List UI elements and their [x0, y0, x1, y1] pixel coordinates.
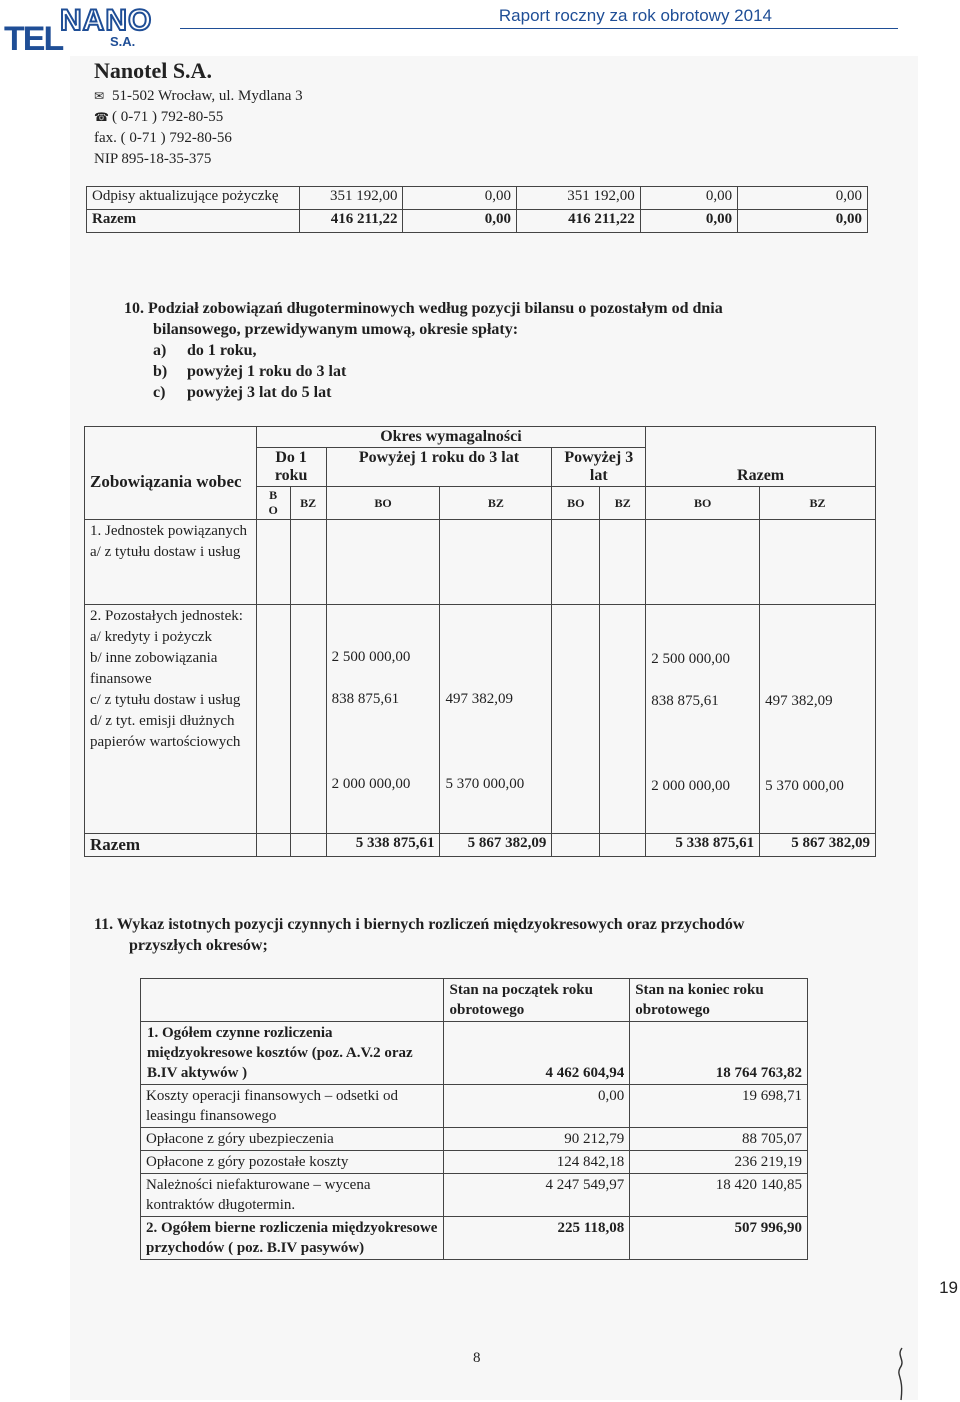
cell-value: 5 338 875,61 — [646, 834, 760, 857]
cell-value: 416 211,22 — [517, 210, 641, 233]
cell-value: 225 118,08 — [444, 1217, 630, 1260]
cell-value: 0,00 — [738, 210, 868, 233]
table-row — [141, 1217, 808, 1260]
row-label: Opłacone z góry ubezpieczenia — [141, 1128, 444, 1151]
col-header-do-1-roku: Do 1 roku — [256, 448, 326, 487]
header-divider — [180, 28, 898, 29]
cell-value: 0,00 — [640, 210, 737, 233]
row-label: Należności niefakturowane – wycena kontraktów długotermin. — [141, 1174, 444, 1217]
cell-value: 124 842,18 — [444, 1151, 630, 1174]
logo-tel-text: TEL — [4, 20, 63, 58]
row-label: 1. Ogółem czynne rozliczenia międzyokresowe kosztów (poz. A.V.2 oraz B.IV aktywów ) — [141, 1022, 444, 1085]
company-address-line: ✉ 51-502 Wrocław, ul. Mydlana 3 — [94, 86, 303, 107]
long-term-liabilities-table — [84, 426, 876, 857]
page-number: 19 — [939, 1278, 958, 1297]
logo-nano-text: NANO — [60, 4, 153, 37]
cell-value: 5 867 382,09 — [760, 834, 876, 857]
cell-value: 507 996,90 — [630, 1217, 808, 1260]
company-name: Nanotel S.A. — [94, 58, 212, 83]
table-row — [141, 1174, 808, 1217]
col-header-powyzej-3-lat: Powyżej 3 lat — [552, 448, 646, 487]
cell-value-column: 497 382,09 5 370 000,00 — [440, 605, 552, 834]
cell-value: 4 462 604,94 — [444, 1022, 630, 1085]
sub-header-bz: BZ — [600, 487, 646, 520]
empty-header-cell — [141, 979, 444, 1022]
total-header: Razem — [646, 427, 876, 487]
caption-cell: Zobowiązania wobec — [85, 427, 257, 520]
cell-value: 416 211,22 — [300, 210, 403, 233]
cell-value: 0,00 — [403, 210, 517, 233]
report-title: Raport roczny za rok obrotowy 2014 — [498, 6, 772, 25]
row-label: Razem — [85, 834, 257, 857]
section-heading-line: bilansowego, przewidywanym umową, okresie spłaty: — [153, 321, 519, 338]
table-row — [141, 1022, 808, 1085]
sub-header-bz: BZ — [290, 487, 326, 520]
row-label: 1. Jednostek powiązanych a/ z tytułu dostaw i usług — [85, 520, 257, 605]
col-header-start: Stan na początek roku obrotowego — [444, 979, 630, 1022]
table-header-row — [85, 427, 876, 448]
table-row-total — [85, 834, 876, 857]
cell-value: 90 212,79 — [444, 1128, 630, 1151]
cell-value: 18 420 140,85 — [630, 1174, 808, 1217]
section-heading-line: przyszłych okresów; — [129, 937, 268, 954]
cell-value: 18 764 763,82 — [630, 1022, 808, 1085]
section-11-heading — [94, 914, 854, 956]
accruals-table — [140, 978, 808, 1260]
section-10-heading — [124, 298, 824, 403]
cell-value: 0,00 — [640, 187, 737, 210]
col-header-1-3-lat: Powyżej 1 roku do 3 lat — [326, 448, 552, 487]
company-info — [94, 58, 303, 170]
signature-mark — [892, 1346, 910, 1402]
cell-value-column: 2 500 000,00 838 875,61 2 000 000,00 — [326, 605, 440, 834]
table-row — [85, 605, 876, 834]
row-label: Odpisy aktualizujące pożyczkę — [87, 187, 300, 210]
telephone-icon: ☎ — [94, 110, 109, 124]
period-header: Okres wymagalności — [256, 427, 645, 448]
sub-header-bo: BO — [326, 487, 440, 520]
cell-value: 0,00 — [738, 187, 868, 210]
envelope-icon: ✉ — [94, 89, 105, 103]
list-item: c) powyżej 3 lat do 5 lat — [153, 384, 332, 401]
sub-header-bz: BZ — [440, 487, 552, 520]
sub-header-bo: B O — [256, 487, 290, 520]
table-row — [141, 1085, 808, 1128]
cell-value: 88 705,07 — [630, 1128, 808, 1151]
table-header-row — [141, 979, 808, 1022]
section-heading-line: 10. Podział zobowiązań długoterminowych według pozycji bilansu o pozostałym od dnia — [124, 300, 723, 317]
company-fax: fax. ( 0-71 ) 792-80-56 — [94, 130, 232, 146]
cell-value: 5 338 875,61 — [326, 834, 440, 857]
col-header-end: Stan na koniec roku obrotowego — [630, 979, 808, 1022]
impairment-table — [86, 186, 868, 233]
table-row — [141, 1151, 808, 1174]
sub-header-bz: BZ — [760, 487, 876, 520]
cell-value: 4 247 549,97 — [444, 1174, 630, 1217]
table-row — [141, 1128, 808, 1151]
cell-value: 0,00 — [403, 187, 517, 210]
cell-value: 351 192,00 — [517, 187, 641, 210]
cell-value: 5 867 382,09 — [440, 834, 552, 857]
cell-value: 351 192,00 — [300, 187, 403, 210]
sub-header-bo: BO — [646, 487, 760, 520]
table-row-total — [87, 210, 868, 233]
section-heading-line: 11. Wykaz istotnych pozycji czynnych i biernych rozliczeń międzyokresowych oraz przychodów — [94, 916, 745, 933]
row-label: Koszty operacji finansowych – odsetki od leasingu finansowego — [141, 1085, 444, 1128]
row-label: Opłacone z góry pozostałe koszty — [141, 1151, 444, 1174]
cell-value: 0,00 — [444, 1085, 630, 1128]
table-row — [87, 187, 868, 210]
row-label: 2. Pozostałych jednostek: a/ kredyty i pożyczk b/ inne zobowiązania finansowe c/ z tytułu dostaw i usług d/ z tyt. emisji dłużnych papierów wartościowych — [85, 605, 257, 834]
logo-sa-text: S.A. — [110, 34, 136, 49]
cell-value-column: 2 500 000,00 838 875,61 2 000 000,00 — [646, 605, 760, 834]
scan-page-number: 8 — [473, 1350, 481, 1366]
company-phone-line: ☎ ( 0-71 ) 792-80-55 — [94, 107, 303, 128]
company-nip: NIP 895-18-35-375 — [94, 151, 212, 167]
sub-header-bo: BO — [552, 487, 600, 520]
cell-value: 236 219,19 — [630, 1151, 808, 1174]
cell-value: 19 698,71 — [630, 1085, 808, 1128]
cell-value-column: 497 382,09 5 370 000,00 — [760, 605, 876, 834]
list-item: a) do 1 roku, — [153, 342, 257, 359]
list-item: b) powyżej 1 roku do 3 lat — [153, 363, 347, 380]
table-row — [85, 520, 876, 605]
company-logo — [4, 4, 180, 58]
row-label: Razem — [87, 210, 300, 233]
row-label: 2. Ogółem bierne rozliczenia międzyokresowe przychodów ( poz. B.IV pasywów) — [141, 1217, 444, 1260]
